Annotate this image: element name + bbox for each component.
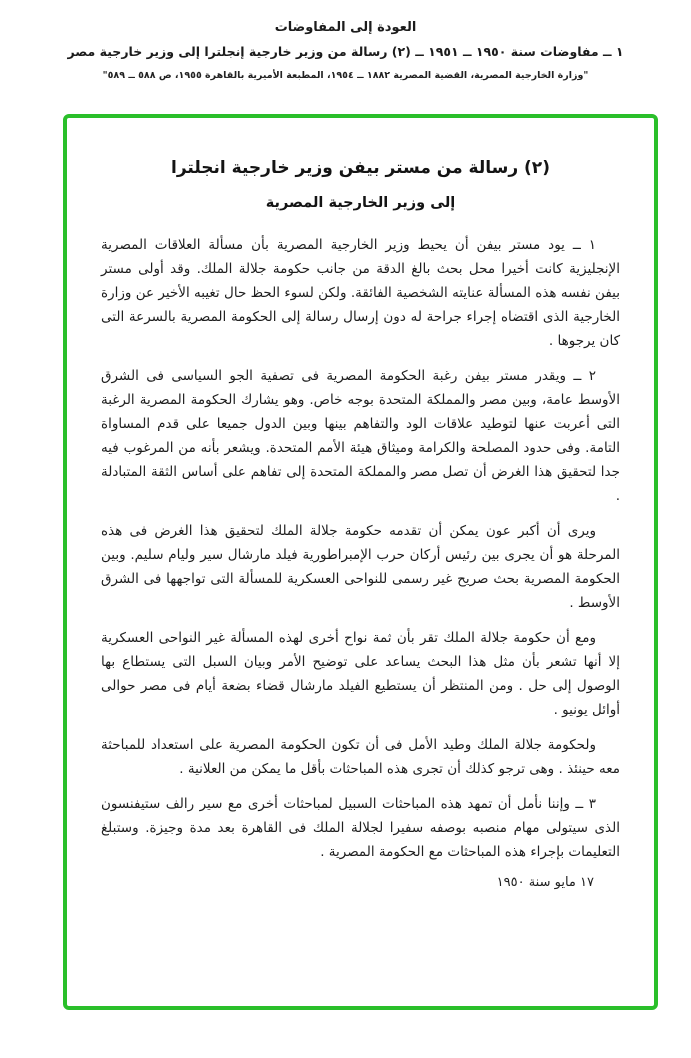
document-subtitle: إلى وزير الخارجية المصرية: [265, 195, 456, 211]
paragraph-1: ١ ــ يود مستر بيفن أن يحيط وزير الخارجية المصرية بأن مسألة العلاقات المصرية الإنجليزية كانت أخيرا محل بحث بالغ الدقة من جانب حكومة جلالة الملك. وقد أولى مستر بيفن نفسه هذه المسألة عنايته الشخصية الفائقة. ولكن لسوء الحظ حال تغيبه الأخير عن وزارة الخارجية الذى اقتضاه إجراء جراحة له دون إرسال رسالة إلى الحكومة المصرية بالسرعة التى كان يرجوها .: [101, 237, 620, 350]
paragraph-3: ويرى أن أكبر عون يمكن أن تقدمه حكومة جلالة الملك لتحقيق هذا الغرض فى هذه المرحلة هو أن يجرى بين رئيس أركان حرب الإمبراطورية فيلد مارشال سير وليام سليم. وبين الحكومة المصرية بحث صريح غير رسمى للنواحى العسكرية للمسألة التى تواجهها فى الشرق الأوسط .: [101, 523, 620, 612]
paragraph-2: ٢ ــ ويقدر مستر بيفن رغبة الحكومة المصرية فى تصفية الجو السياسى فى الشرق الأوسط عامة، وبين مصر والمملكة المتحدة بوجه خاص. وهو يشارك الحكومة المصرية الرغبة التى أعربت عنها لتوطيد علاقات الود والتفاهم بينها وبين الدول جميعا على قدم المساواة التامة. وفى حدود المصلحة والكرامة وميثاق هيئة الأمم المتحدة. ويشعر بأنه من المرغوب فيه جدا لتحقيق هذا الغرض أن تصل مصر والمملكة المتحدة إلى تفاهم على أساس الثقة المتبادلة .: [101, 368, 620, 505]
header-title: العودة إلى المفاوضات: [274, 20, 417, 35]
paragraph-6: ٣ ــ وإننا نأمل أن تمهد هذه المباحثات السبيل لمباحثات أخرى مع سير رالف ستيفنسون الذى سيتولى مهام منصبه بوصفه سفيرا لجلالة الملك فى القاهرة بعد مدة وجيزة. وستبلغ التعليمات بإجراء هذه المباحثات مع الحكومة المصرية .: [101, 796, 620, 861]
document-title: (٢) رسالة من مستر بيفن وزير خارجية انجلترا: [171, 158, 550, 178]
page-header: [0, 0, 691, 81]
header-source-citation: "وزارة الخارجية المصرية، القضية المصرية ١٨٨٢ ــ ١٩٥٤، المطبعة الأميرية بالقاهرة ١٩٥٥، ص ٥٨٨ ــ ٥٨٩": [102, 70, 589, 81]
document-date: ١٧ مايو سنة ١٩٥٠: [496, 875, 594, 891]
document-frame: [63, 114, 658, 1010]
paragraph-5: ولحكومة جلالة الملك وطيد الأمل فى أن تكون الحكومة المصرية على استعداد للمباحثة معه حينئذ . وهى ترجو كذلك أن تجرى هذه المباحثات بأقل ما يمكن من العلانية .: [101, 737, 620, 778]
paragraph-4: ومع أن حكومة جلالة الملك تقر بأن ثمة نواح أخرى لهذه المسألة غير النواحى العسكرية إلا أنها تشعر بأن مثل هذا البحث يساعد على توضيح الأمر وبيان السبل التى يستطاع بها الوصول إلى حل . ومن المنتظر أن يستطيع الفيلد مارشال قضاء بضعة أيام فى مصر حوالى أوائل يونيو .: [101, 630, 620, 719]
document-body: [101, 233, 620, 864]
header-subtitle: ١ ــ مفاوضات سنة ١٩٥٠ ــ ١٩٥١ ــ (٢) رسالة من وزير خارجية إنجلترا إلى وزير خارجية مصر: [67, 44, 624, 59]
